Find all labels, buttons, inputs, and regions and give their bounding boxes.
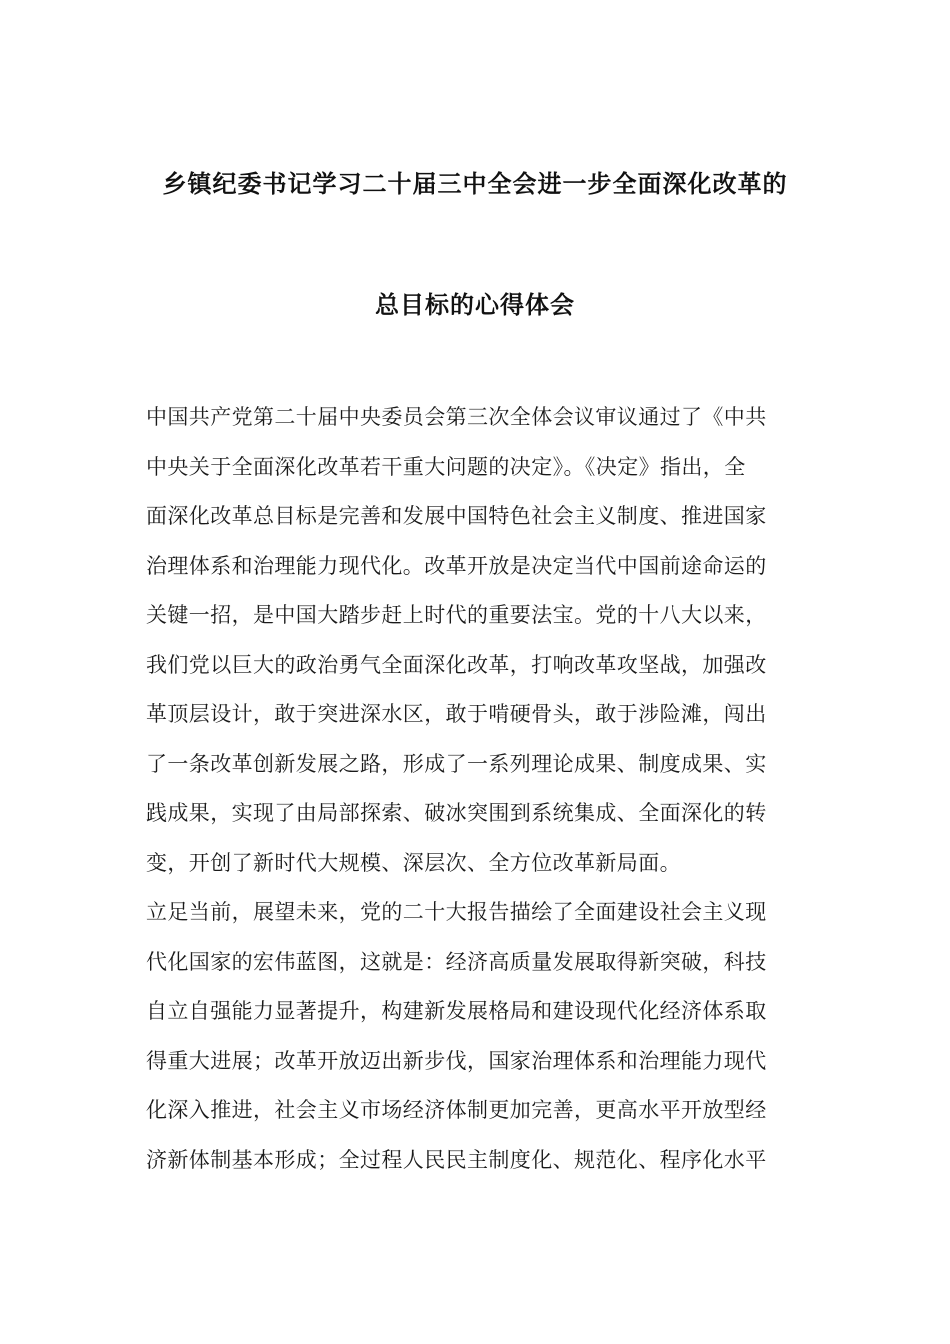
paragraph-line: 变，开创了新时代大规模、深层次、全方位改革新局面。 [146, 850, 681, 875]
paragraph-line: 治理体系和治理能力现代化。改革开放是决定当代中国前途命运的 [146, 553, 767, 578]
paragraph-line: 中央关于全面深化改革若干重大问题的决定》。《决定》指出，全 [146, 454, 746, 479]
paragraph-line: 济新体制基本形成；全过程人民民主制度化、规范化、程序化水平 [146, 1147, 767, 1172]
paragraph-line: 我们党以巨大的政治勇气全面深化改革，打响改革攻坚战，加强改 [146, 652, 767, 677]
paragraph-line: 立足当前，展望未来，党的二十大报告描绘了全面建设社会主义现 [146, 900, 767, 924]
paragraph-line: 了一条改革创新发展之路，形成了一系列理论成果、制度成果、实 [146, 751, 767, 776]
document-title-line-1: 乡镇纪委书记学习二十届三中全会进一步全面深化改革的 [162, 170, 788, 198]
paragraph-2 [146, 888, 806, 1185]
paragraph-1 [146, 393, 806, 888]
paragraph-line: 践成果，实现了由局部探索、破冰突围到系统集成、全面深化的转 [146, 801, 767, 825]
paragraph-line: 自立自强能力显著提升，构建新发展格局和建设现代化经济体系取 [146, 999, 767, 1023]
document-title-line-2: 总目标的心得体会 [375, 291, 575, 319]
paragraph-line: 得重大进展；改革开放迈出新步伐，国家治理体系和治理能力现代 [146, 1048, 767, 1073]
paragraph-line: 革顶层设计，敢于突进深水区，敢于啃硬骨头，敢于涉险滩，闯出 [146, 702, 767, 726]
paragraph-line: 关键一招，是中国大踏步赶上时代的重要法宝。党的十八大以来， [146, 603, 767, 627]
paragraph-line: 代化国家的宏伟蓝图，这就是：经济高质量发展取得新突破，科技 [146, 949, 767, 974]
paragraph-line: 化深入推进，社会主义市场经济体制更加完善，更高水平开放型经 [146, 1098, 767, 1122]
paragraph-line: 中国共产党第二十届中央委员会第三次全体会议审议通过了《中共 [146, 405, 767, 429]
paragraph-line: 面深化改革总目标是完善和发展中国特色社会主义制度、推进国家 [146, 504, 767, 528]
